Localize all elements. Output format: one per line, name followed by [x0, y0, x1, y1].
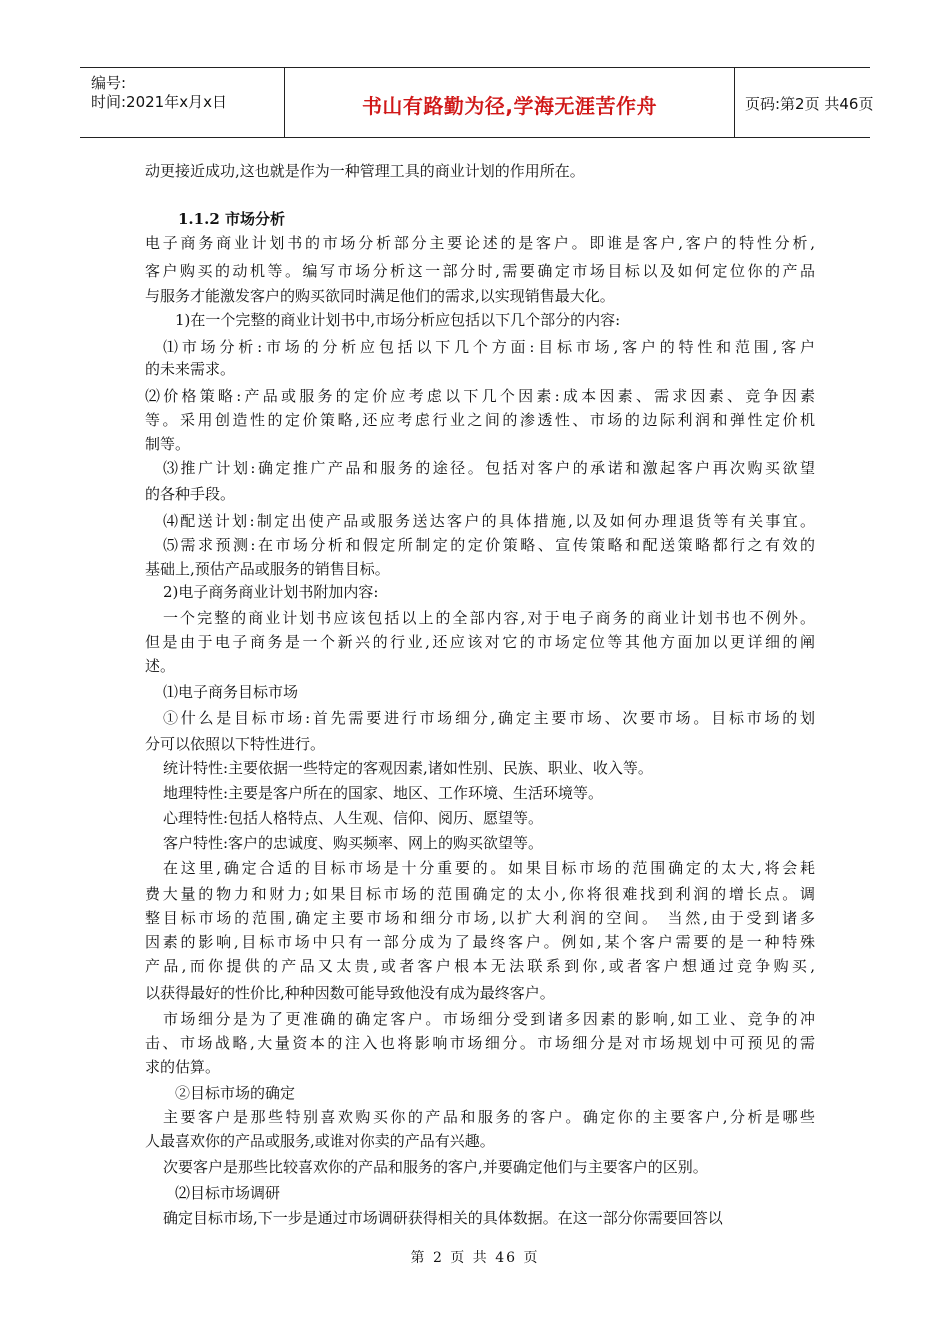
text-line: 1)在一个完整的商业计划书中,市场分析应包括以下几个部分的内容: — [175, 311, 621, 329]
page-footer: 第 2 页 共 46 页 — [410, 1250, 540, 1266]
text-line: 述。 — [145, 657, 176, 675]
header-motto-cell — [285, 68, 735, 137]
text-line: 确定目标市场,下一步是通过市场调研获得相关的具体数据。在这一部分你需要回答以 — [163, 1209, 723, 1227]
text-line: ⑷配送计划:制定出使产品或服务送达客户的具体措施,以及如何办理退货等有关事宜。 — [163, 512, 815, 530]
text-line: 费大量的物力和财力;如果目标市场的范围确定的太小,你将很难找到利润的增长点。调 — [145, 885, 815, 903]
header-page-cell — [735, 68, 874, 137]
text-line: 等。采用创造性的定价策略,还应考虑行业之间的渗透性、市场的边际利润和弹性定价机 — [145, 411, 815, 429]
header-table — [80, 67, 874, 138]
text-line: 整目标市场的范围,确定主要市场和细分市场,以扩大利润的空间。 当然,由于受到诸多 — [145, 909, 815, 927]
text-line: 统计特性:主要依据一些特定的客观因素,诸如性别、民族、职业、收入等。 — [163, 759, 653, 777]
text-line: ⑴市场分析:市场的分析应包括以下几个方面:目标市场,客户的特性和范围,客户 — [163, 338, 815, 356]
text-line: 地理特性:主要是客户所在的国家、地区、工作环境、生活环境等。 — [163, 784, 604, 802]
text-line: ②目标市场的确定 — [175, 1084, 296, 1102]
text-line: ①什么是目标市场:首先需要进行市场细分,确定主要市场、次要市场。目标市场的划 — [163, 709, 815, 727]
text-line: 以获得最好的性价比,种种因数可能导致他没有成为最终客户。 — [145, 984, 555, 1002]
text-line: 因素的影响,目标市场中只有一部分成为了最终客户。例如,某个客户需要的是一种特殊 — [145, 933, 815, 951]
text-line: 分可以依照以下特性进行。 — [145, 735, 326, 753]
text-line: 人最喜欢你的产品或服务,或谁对你卖的产品有兴趣。 — [145, 1132, 495, 1150]
text-line: 市场细分是为了更准确的确定客户。市场细分受到诸多因素的影响,如工业、竞争的冲 — [163, 1010, 815, 1028]
document-number-label: 编号: — [91, 74, 127, 92]
text-line: 电子商务商业计划书的市场分析部分主要论述的是客户。即谁是客户,客户的特性分析, — [145, 234, 815, 252]
text-line: 求的估算。 — [145, 1058, 221, 1076]
text-line: 动更接近成功,这也就是作为一种管理工具的商业计划的作用所在。 — [145, 162, 585, 180]
text-line: 心理特性:包括人格特点、人生观、信仰、阅历、愿望等。 — [163, 809, 544, 827]
text-line: 的未来需求。 — [145, 360, 236, 378]
text-line: 制等。 — [145, 435, 191, 453]
text-line: 2)电子商务商业计划书附加内容: — [163, 583, 379, 601]
text-line: 基础上,预估产品或服务的销售目标。 — [145, 560, 390, 578]
text-line: ⑶推广计划:确定推广产品和服务的途径。包括对客户的承诺和激起客户再次购买欲望 — [163, 459, 815, 477]
text-line: ⑵价格策略:产品或服务的定价应考虑以下几个因素:成本因素、需求因素、竞争因素 — [145, 387, 815, 405]
text-line: 的各种手段。 — [145, 485, 236, 503]
text-line: ⑵目标市场调研 — [175, 1184, 281, 1202]
text-line: 在这里,确定合适的目标市场是十分重要的。如果目标市场的范围确定的太大,将会耗 — [163, 859, 815, 877]
text-line: 产品,而你提供的产品又太贵,或者客户根本无法联系到你,或者客户想通过竞争购买, — [145, 957, 815, 975]
text-line: 客户购买的动机等。编写市场分析这一部分时,需要确定市场目标以及如何定位你的产品 — [145, 262, 815, 280]
text-line: 与服务才能激发客户的购买欲同时满足他们的需求,以实现销售最大化。 — [145, 287, 615, 305]
text-line: 一个完整的商业计划书应该包括以上的全部内容,对于电子商务的商业计划书也不例外。 — [163, 609, 815, 627]
header-motto: 书山有路勤为径,学海无涯苦作舟 — [361, 94, 658, 118]
text-line: 击、市场战略,大量资本的注入也将影响市场细分。市场细分是对市场规划中可预见的需 — [145, 1034, 815, 1052]
document-time-label: 时间:2021年x月x日 — [91, 93, 227, 111]
header-info-cell — [80, 68, 285, 137]
text-line: ⑸需求预测:在市场分析和假定所制定的定价策略、宣传策略和配送策略都行之有效的 — [163, 536, 815, 554]
text-line: 但是由于电子商务是一个新兴的行业,还应该对它的市场定位等其他方面加以更详细的阐 — [145, 633, 815, 651]
header-page-info: 页码:第2页 共46页 — [745, 95, 874, 113]
text-line: 客户特性:客户的忠诚度、购买频率、网上的购买欲望等。 — [163, 834, 544, 852]
text-line: 次要客户是那些比较喜欢你的产品和服务的客户,并要确定他们与主要客户的区别。 — [163, 1158, 708, 1176]
text-line: ⑴电子商务目标市场 — [163, 683, 299, 701]
section-heading: 1.1.2 市场分析 — [178, 210, 285, 228]
text-line: 主要客户是那些特别喜欢购买你的产品和服务的客户。确定你的主要客户,分析是哪些 — [163, 1108, 815, 1126]
